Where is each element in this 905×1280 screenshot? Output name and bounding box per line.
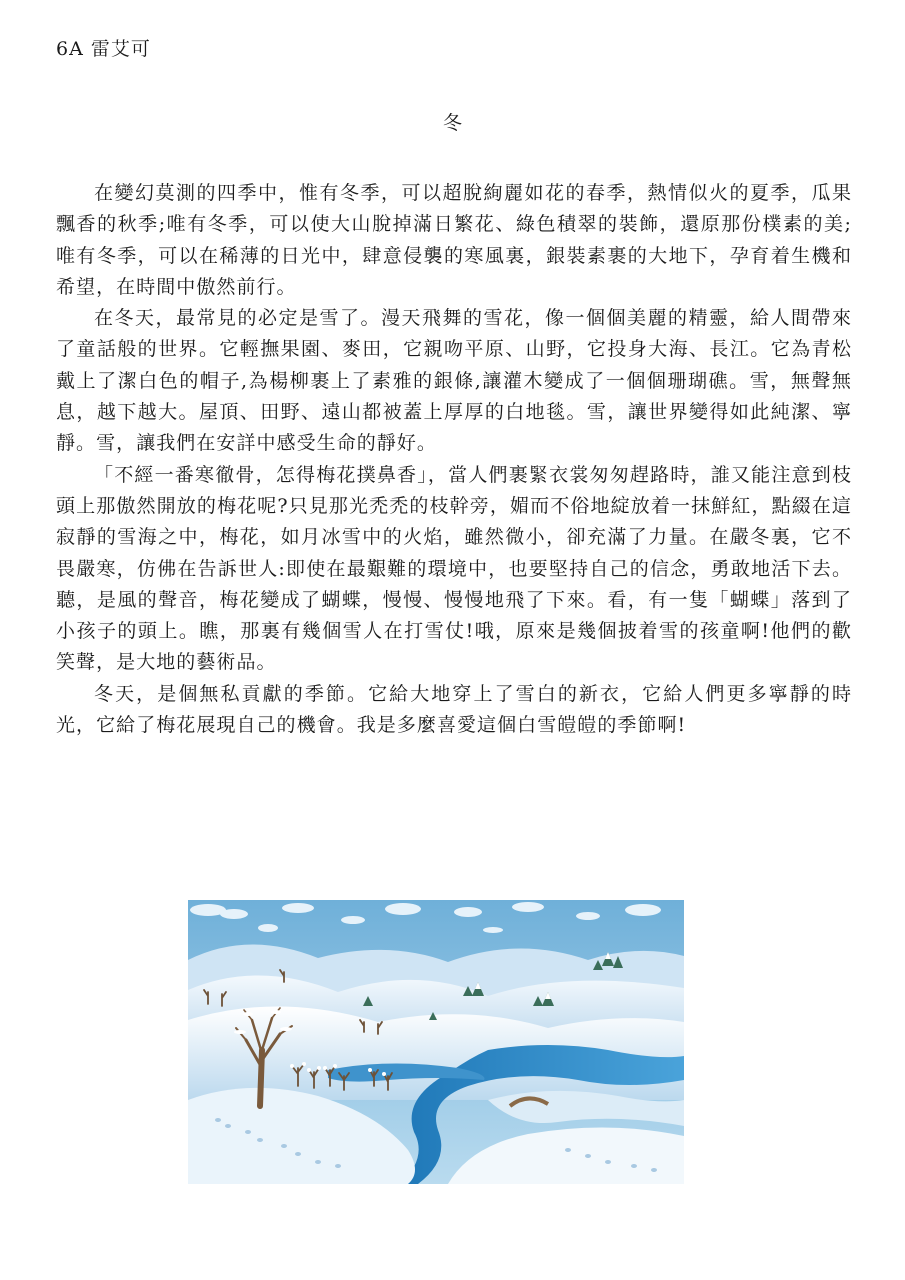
winter-landscape-illustration (188, 900, 684, 1184)
header-class-name: 6A 雷艾可 (56, 38, 151, 60)
paragraph-2: 在冬天，最常見的必定是雪了。漫天飛舞的雪花，像一個個美麗的精靈，給人間帶來了童話般的世界。它輕撫果園、麥田，它親吻平原、山野，它投身大海、長江。它為青松戴上了潔白色的帽子,為楊柳裹上了素雅的銀條,讓灌木變成了一個個珊瑚礁。雪，無聲無息，越下越大。屋頂、田野、遠山都被蓋上厚厚的白地毯。雪，讓世界變得如此純潔、寧靜。雪，讓我們在安詳中感受生命的靜好。 (56, 307, 852, 455)
paragraph-4: 冬天，是個無私貢獻的季節。它給大地穿上了雪白的新衣，它給人們更多寧靜的時光，它給了梅花展現自己的機會。我是多麼喜愛這個白雪皚皚的季節啊! (56, 682, 852, 737)
winter-landscape-svg (188, 900, 684, 1184)
essay-body (56, 178, 852, 741)
paragraph-1: 在變幻莫測的四季中，惟有冬季，可以超脫絢麗如花的春季，熱情似火的夏季，瓜果飄香的秋季;唯有冬季，可以使大山脫掉滿日繁花、綠色積翠的裝飾，還原那份樸素的美;唯有冬季，可以在稀薄的日光中，肆意侵襲的寒風裏，銀裝素裹的大地下，孕育着生機和希望，在時間中傲然前行。 (56, 182, 852, 298)
essay-title: 冬 (442, 112, 462, 134)
paragraph-3: 「不經一番寒徹骨，怎得梅花撲鼻香」，當人們裹緊衣裳匆匆趕路時，誰又能注意到枝頭上那傲然開放的梅花呢?只見那光禿禿的枝幹旁，媚而不俗地綻放着一抹鮮紅，點綴在這寂靜的雪海之中，梅花，如月冰雪中的火焰，雖然微小，卻充滿了力量。在嚴冬裏，它不畏嚴寒，仿佛在告訴世人:即使在最艱難的環境中，也要堅持自己的信念，勇敢地活下去。聽，是風的聲音，梅花變成了蝴蝶，慢慢、慢慢地飛了下來。看，有一隻「蝴蝶」落到了小孩子的頭上。瞧，那裏有幾個雪人在打雪仗!哦，原來是幾個披着雪的孩童啊!他們的歡笑聲，是大地的藝術品。 (56, 463, 852, 674)
